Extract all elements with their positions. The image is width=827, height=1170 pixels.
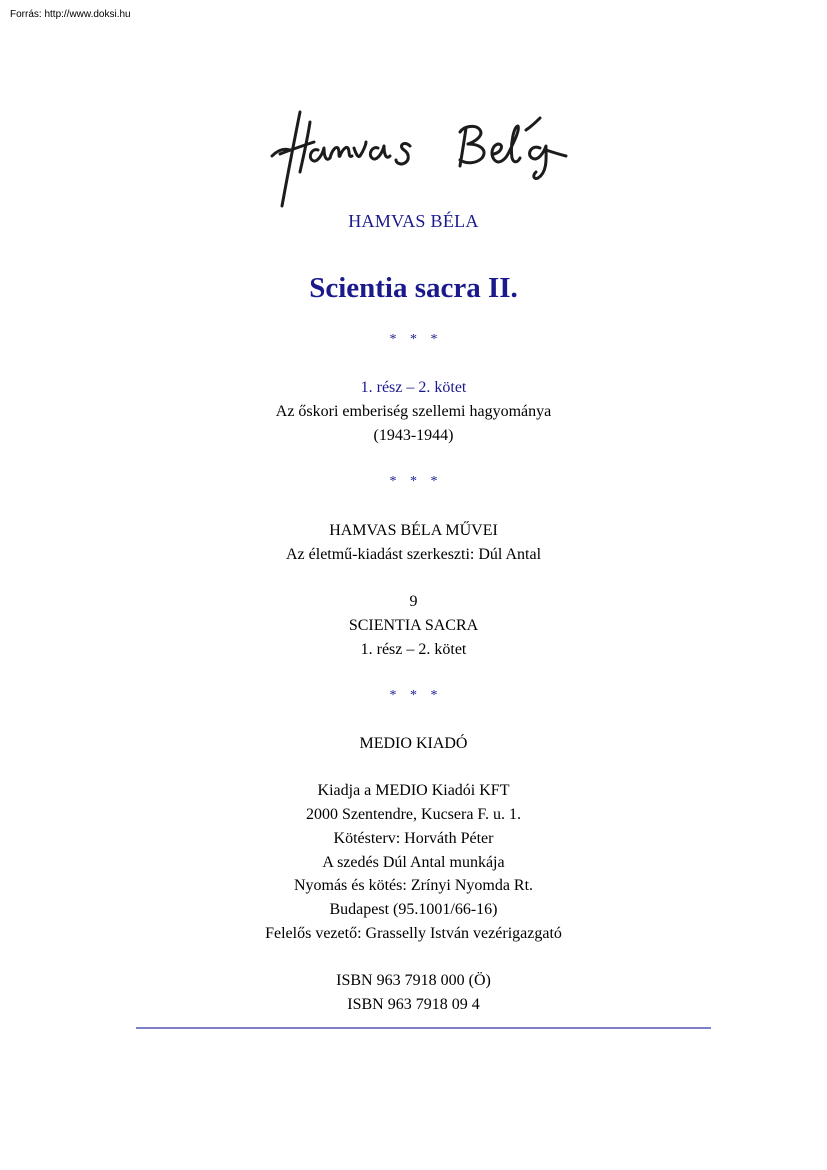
imprint-line: A szedés Dúl Antal munkája <box>322 854 505 871</box>
separator-star: * <box>430 474 438 489</box>
separator-star: * <box>430 688 438 703</box>
separator-star: * <box>410 688 417 703</box>
imprint-line: Nyomás és kötés: Zrínyi Nyomda Rt. <box>293 877 534 894</box>
imprint-line: Kiadja a MEDIO Kiadói KFT <box>317 782 510 799</box>
separator-star: * <box>410 474 417 489</box>
imprint-line: Kötésterv: Horváth Péter <box>333 830 494 847</box>
author-signature <box>270 92 580 212</box>
isbn-line: ISBN 963 7918 09 4 <box>347 996 480 1013</box>
book-title: Scientia sacra II. <box>309 272 518 304</box>
isbn-line: ISBN 963 7918 000 (Ö) <box>336 972 491 989</box>
separator-star: * <box>389 332 397 347</box>
imprint-line: Felelős vezető: Grasselly István vezérigazgató <box>265 925 562 942</box>
source-note: Forrás: http://www.doksi.hu <box>10 9 131 20</box>
series-title: SCIENTIA SACRA <box>348 617 479 634</box>
series-part: 1. rész – 2. kötet <box>360 641 467 658</box>
series-name: HAMVAS BÉLA MŰVEI <box>329 522 498 539</box>
volume-part: 1. rész – 2. kötet <box>360 379 467 396</box>
series-editor: Az életmű-kiadást szerkeszti: Dúl Antal <box>285 546 542 563</box>
separator-stars <box>0 330 827 350</box>
imprint-line: 2000 Szentendre, Kucsera F. u. 1. <box>305 806 522 823</box>
separator-star: * <box>410 332 417 347</box>
volume-subtitle: Az őskori emberiség szellemi hagyománya <box>275 403 552 420</box>
separator-stars <box>0 472 827 492</box>
separator-star: * <box>389 474 397 489</box>
series-number: 9 <box>409 593 418 610</box>
imprint-line: Budapest (95.1001/66-16) <box>329 901 498 918</box>
author-name: HAMVAS BÉLA <box>348 211 479 231</box>
separator-star: * <box>389 688 397 703</box>
volume-years: (1943-1944) <box>373 427 454 444</box>
separator-star: * <box>430 332 438 347</box>
publisher-name: MEDIO KIADÓ <box>359 735 468 752</box>
bottom-rule <box>136 1027 711 1029</box>
signature-image <box>270 92 580 212</box>
separator-stars <box>0 686 827 706</box>
